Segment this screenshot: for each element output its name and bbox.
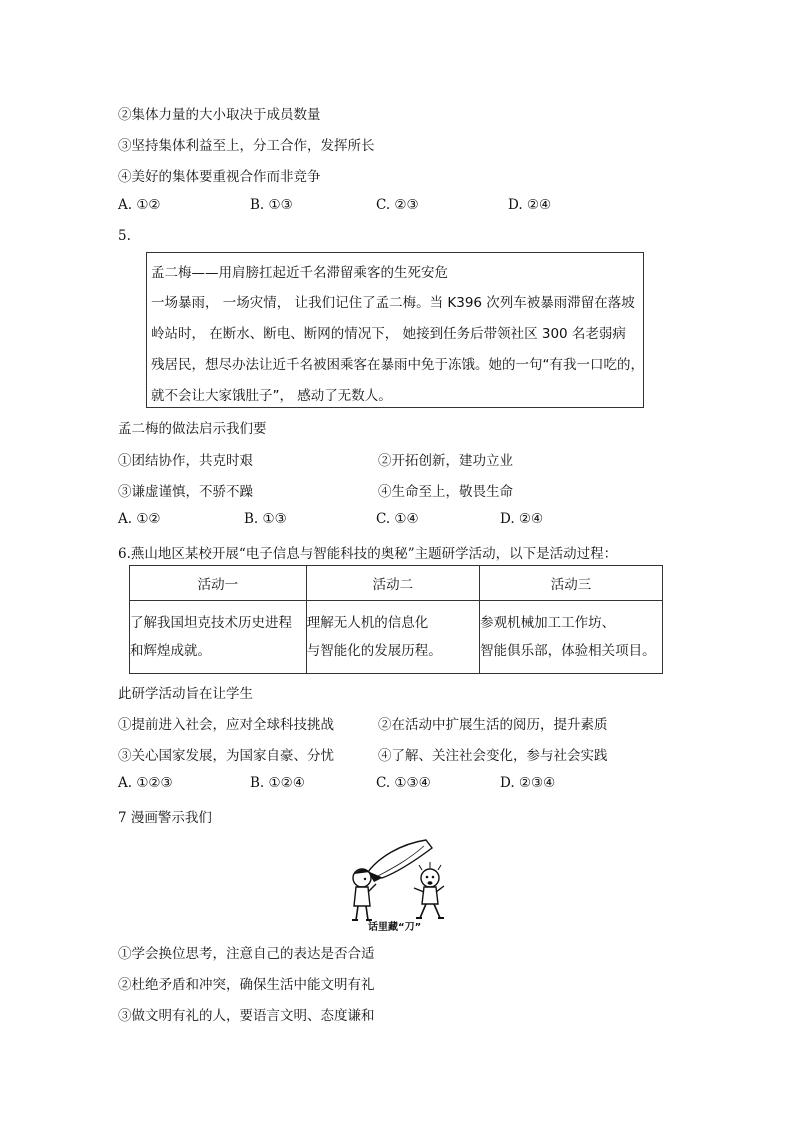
q5-box-title: 孟二梅——用肩膀扛起近千名滞留乘客的生死安危	[151, 265, 448, 281]
q6-cell-1-line-1: 了解我国坦克技术历史进程	[130, 615, 292, 631]
q4-option-d: D. ②④	[508, 197, 552, 213]
q4-item-3: ③坚持集体利益至上，分工合作，发挥所长	[118, 138, 375, 154]
q5-box-line-1: 一场暴雨， 一场灾情， 让我们记住了孟二梅。当 K396 次列车被暴雨滞留在落坡	[151, 295, 635, 311]
q5-stem: 孟二梅的做法启示我们要	[118, 421, 267, 437]
q4-item-2: ②集体力量的大小取决于成员数量	[118, 107, 321, 123]
q6-cell-2	[306, 601, 479, 674]
q7-item-1: ①学会换位思考，注意自己的表达是否合适	[118, 946, 375, 962]
q7-item-3: ③做文明有礼的人，要语言文明、态度谦和	[118, 1008, 375, 1024]
q6-option-b: B. ①②④	[250, 775, 305, 791]
q5-item-4: ④生命至上，敬畏生命	[378, 484, 513, 500]
q4-option-a: A. ①②	[118, 197, 161, 213]
q6-cell-3	[480, 601, 663, 674]
q6-cell-1	[130, 601, 307, 674]
q5-option-d: D. ②④	[500, 511, 544, 527]
q6-stem: 6.燕山地区某校开展“电子信息与智能科技的奥秘”主题研学活动，以下是活动过程：	[118, 546, 618, 562]
q5-number: 5.	[118, 228, 131, 244]
q5-material-box	[146, 252, 644, 408]
q6-item-3: ③关心国家发展，为国家自豪、分忧	[118, 748, 334, 764]
cartoon-caption: 话里藏“刀”	[368, 922, 422, 933]
q5-item-2: ②开拓创新，建功立业	[378, 453, 513, 469]
q7-stem: 7 漫画警示我们	[118, 810, 212, 826]
q5-box-line-4: 就不会让大家饿肚子”， 感动了无数人。	[151, 388, 392, 404]
q4-option-c: C. ②③	[376, 197, 419, 213]
q6-option-a: A. ①②③	[118, 775, 173, 791]
q5-option-c: C. ①④	[376, 511, 419, 527]
q5-item-1: ①团结协作，共克时艰	[118, 453, 253, 469]
q5-option-a: A. ①②	[118, 511, 161, 527]
q6-option-d: D. ②③④	[500, 775, 556, 791]
q6-activity-table	[129, 565, 663, 674]
q6-cell-3-line-1: 参观机械加工工作坊、	[480, 615, 616, 631]
q6-cell-1-line-2: 和辉煌成就。	[130, 643, 211, 659]
q4-item-4: ④美好的集体要重视合作而非竞争	[118, 169, 321, 185]
q4-option-b: B. ①③	[250, 197, 293, 213]
q6-option-c: C. ①③④	[376, 775, 431, 791]
q6-cell-3-line-2: 智能俱乐部，体验相关项目。	[480, 643, 656, 659]
q6-question: 此研学活动旨在让学生	[118, 686, 253, 702]
q6-item-1: ①提前进入社会，应对全球科技挑战	[118, 717, 334, 733]
q6-header-2: 活动二	[306, 566, 479, 601]
q6-cell-2-line-2: 与智能化的发展历程。	[306, 643, 442, 659]
q5-option-b: B. ①③	[244, 511, 287, 527]
q6-cell-2-line-1: 理解无人机的信息化	[306, 615, 429, 631]
q6-header-3: 活动三	[480, 566, 663, 601]
q6-item-2: ②在活动中扩展生活的阅历，提升素质	[378, 717, 608, 733]
q5-item-3: ③谦虚谨慎，不骄不躁	[118, 484, 253, 500]
q6-item-4: ④了解、关注社会变化，参与社会实践	[378, 748, 608, 764]
q5-box-line-3: 残居民，想尽办法让近千名被困乘客在暴雨中免于冻饿。她的一句“有我一口吃的，	[151, 357, 644, 373]
q6-header-1: 活动一	[130, 566, 307, 601]
q7-item-2: ②杜绝矛盾和冲突，确保生活中能文明有礼	[118, 977, 375, 993]
q5-box-line-2: 岭站时， 在断水、断电、断网的情况下， 她接到任务后带领社区 300 名老弱病	[151, 326, 626, 342]
